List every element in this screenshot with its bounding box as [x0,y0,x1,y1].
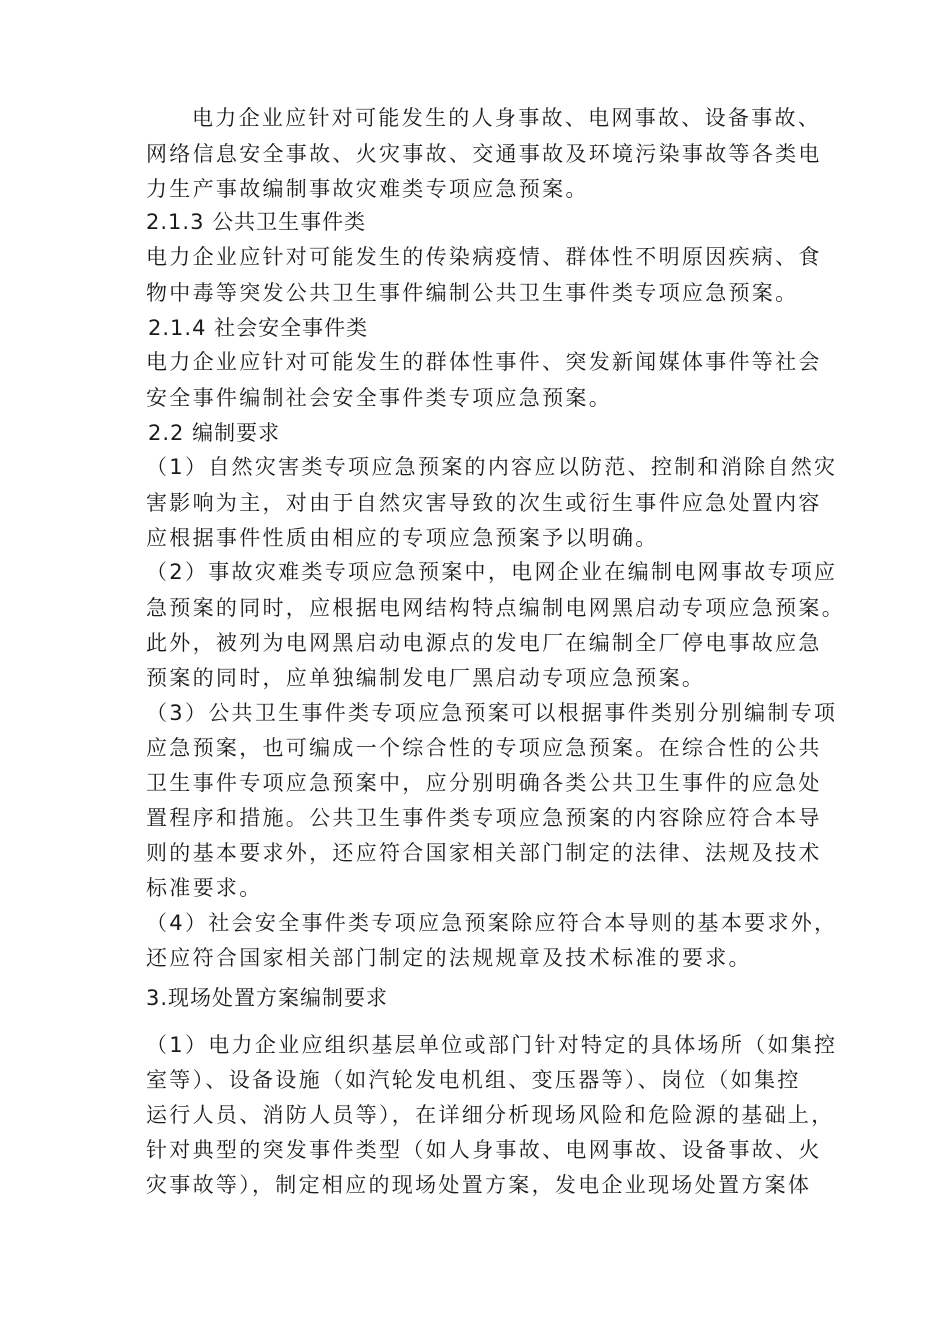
paragraph-line: （3）公共卫生事件类专项应急预案可以根据事件类别分别编制专项 [146,701,838,725]
paragraph-line: （4）社会安全事件类专项应急预案除应符合本导则的基本要求外， [146,911,838,935]
paragraph-line: 物中毒等突发公共卫生事件编制公共卫生事件类专项应急预案。 [146,281,799,305]
paragraph-line: 室等）、设备设施（如汽轮发电机组、变压器等）、岗位（如集控 [146,1068,801,1092]
paragraph-line: 网络信息安全事故、火灾事故、交通事故及环境污染事故等各类电 [146,142,822,166]
paragraph-line: 此外，被列为电网黑启动电源点的发电厂在编制全厂停电事故应急 [146,631,822,655]
paragraph-line: 灾事故等），制定相应的现场处置方案，发电企业现场处置方案体 [146,1173,812,1197]
paragraph-line: （2）事故灾难类专项应急预案中，电网企业在编制电网事故专项应 [146,560,838,584]
paragraph-line: 置程序和措施。公共卫生事件类专项应急预案的内容除应符合本导 [146,806,822,830]
paragraph-line: 标准要求。 [146,876,263,900]
paragraph-line: 电力企业应针对可能发生的人身事故、电网事故、设备事故、 [192,106,822,130]
paragraph-line: 针对典型的突发事件类型（如人身事故、电网事故、设备事故、火 [146,1138,822,1162]
paragraph-line: 急预案的同时，应根据电网结构特点编制电网黑启动专项应急预案。 [146,596,845,620]
paragraph-line: 应根据事件性质由相应的专项应急预案予以明确。 [146,526,659,550]
paragraph-line: 电力企业应针对可能发生的传染病疫情、群体性不明原因疾病、食 [146,245,822,269]
paragraph-line: 安全事件编制社会安全事件类专项应急预案。 [146,386,612,410]
paragraph-line: （1）自然灾害类专项应急预案的内容应以防范、控制和消除自然灾 [146,455,838,479]
section-heading: 2.1.4 社会安全事件类 [148,316,369,340]
paragraph-line: （1）电力企业应组织基层单位或部门针对特定的具体场所（如集控 [146,1033,838,1057]
section-heading: 3.现场处置方案编制要求 [146,986,389,1010]
section-heading: 2.2 编制要求 [148,421,281,445]
paragraph-line: 害影响为主，对由于自然灾害导致的次生或衍生事件应急处置内容 [146,491,822,515]
paragraph-line: 力生产事故编制事故灾难类专项应急预案。 [146,177,589,201]
paragraph-line: 电力企业应针对可能发生的群体性事件、突发新闻媒体事件等社会 [146,350,822,374]
section-heading: 2.1.3 公共卫生事件类 [146,210,367,234]
paragraph-line: 还应符合国家相关部门制定的法规规章及技术标准的要求。 [146,946,752,970]
paragraph-line: 预案的同时，应单独编制发电厂黑启动专项应急预案。 [146,666,706,690]
paragraph-line: 运行人员、消防人员等），在详细分析现场风险和危险源的基础上， [146,1103,835,1127]
paragraph-line: 卫生事件专项应急预案中，应分别明确各类公共卫生事件的应急处 [146,771,822,795]
paragraph-line: 应急预案，也可编成一个综合性的专项应急预案。在综合性的公共 [146,736,822,760]
paragraph-line: 则的基本要求外，还应符合国家相关部门制定的法律、法规及技术 [146,841,822,865]
